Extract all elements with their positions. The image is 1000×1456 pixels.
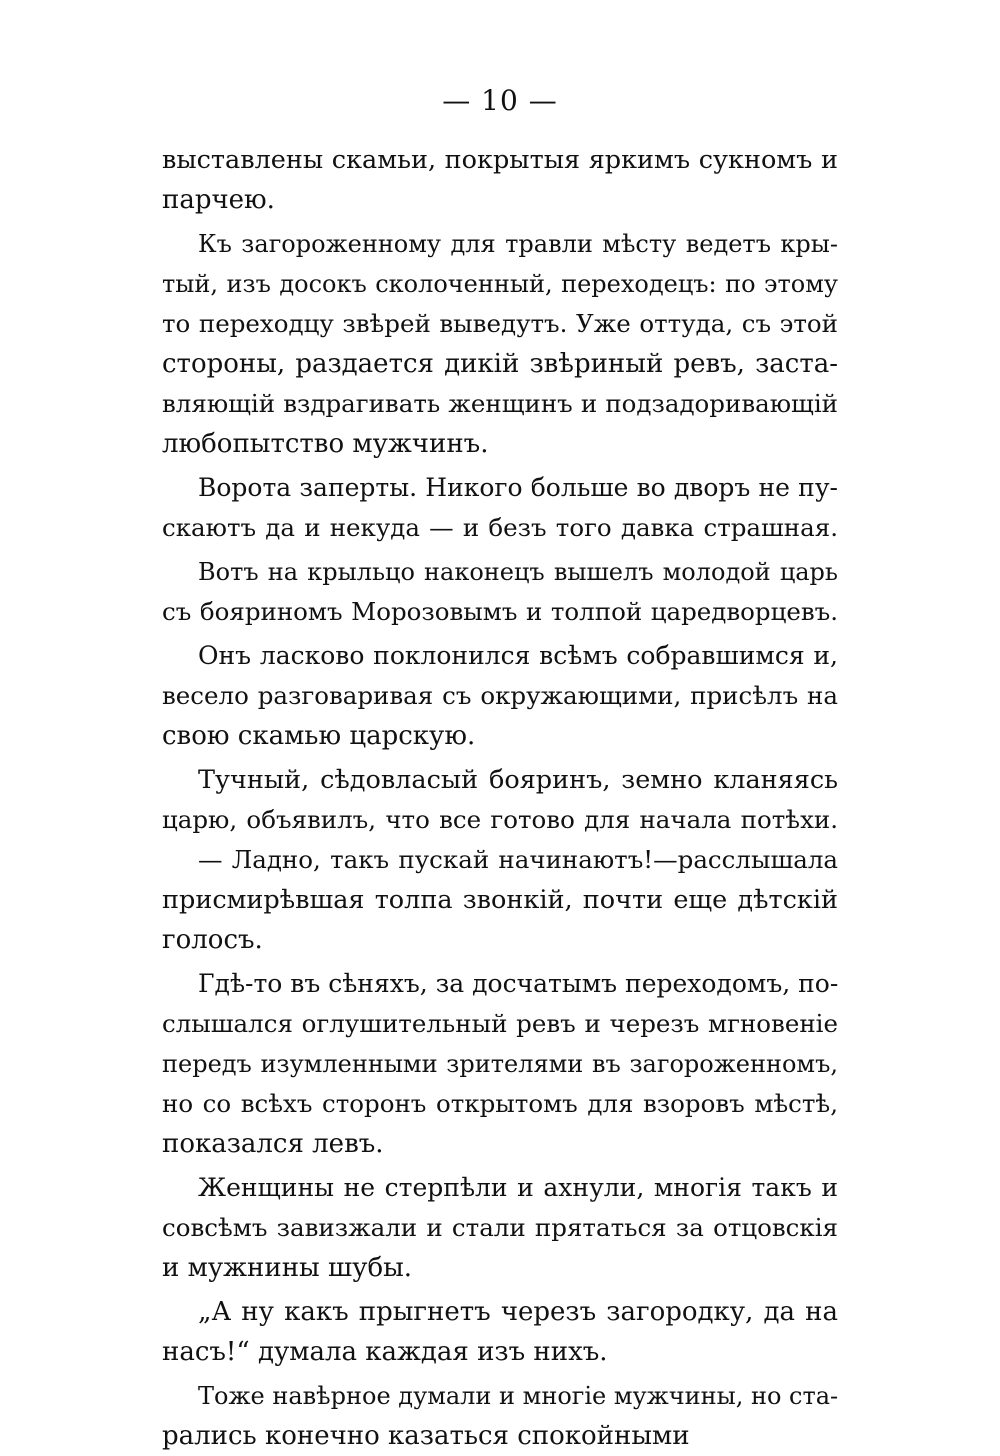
page-number: — 10 — (442, 84, 558, 117)
text-line: передъ изумленными зрителями въ загороженномъ, (162, 1050, 838, 1078)
text-line: выставлены скамьи, покрытыя яркимъ сукномъ и (162, 145, 838, 175)
text-line: Вотъ на крыльцо наконецъ вышелъ молодой царь (198, 558, 838, 586)
text-line: свою скамью царскую. (162, 721, 476, 751)
text-line: то переходцу звѣрей выведутъ. Уже оттуда, съ этой (162, 309, 838, 338)
text-line: „А ну какъ прыгнетъ черезъ загородку, да на (198, 1297, 838, 1327)
text-line: Женщины не стерпѣли и ахнули, многія такъ и (198, 1173, 838, 1202)
text-line: и мужнины шубы. (162, 1253, 413, 1283)
text-line: слышался оглушительный ревъ и черезъ мгновеніе (162, 1009, 838, 1038)
text-line: Къ загороженному для травли мѣсту ведетъ кры- (198, 230, 838, 258)
text-line: вляющій вздрагивать женщинъ и подзадоривающій (162, 389, 838, 418)
text-line: любопытство мужчинъ. (162, 429, 489, 459)
text-line: Тоже навѣрное думали и многіе мужчины, но ста- (198, 1382, 838, 1410)
text-line: показался левъ. (162, 1129, 384, 1159)
text-line: царю, объявилъ, что все готово для начала потѣхи. (162, 805, 838, 834)
text-line: Тучный, сѣдовласый бояринъ, земно кланяясь (198, 765, 838, 795)
text-line: Гдѣ-то въ сѣняхъ, за досчатымъ переходомъ, по- (198, 969, 838, 998)
text-line: — Ладно, такъ пускай начинаютъ!—расслышала (198, 845, 838, 874)
text-line: тый, изъ досокъ сколоченный, переходецъ: по этому (162, 270, 838, 298)
text-line: парчею. (162, 185, 275, 215)
text-line: голосъ. (162, 925, 263, 955)
text-line: совсѣмъ завизжали и стали прятаться за отцовскія (162, 1213, 838, 1242)
text-line: рались конечно казаться спокойными (162, 1421, 690, 1451)
text-line: но со всѣхъ сторонъ открытомъ для взоровъ мѣстѣ, (162, 1089, 838, 1118)
page-text (162, 140, 838, 1456)
text-line: съ бояриномъ Морозовымъ и толпой царедворцевъ. (162, 597, 838, 626)
text-line: стороны, раздается дикій звѣриный ревъ, заста- (162, 349, 838, 379)
text-line: присмирѣвшая толпа звонкій, почти еще дѣтскій (162, 885, 838, 915)
text-line: скаютъ да и некуда — и безъ того давка страшная. (162, 513, 838, 542)
text-line: весело разговаривая съ окружающими, присѣлъ на (162, 681, 838, 710)
text-line: насъ!“ думала каждая изъ нихъ. (162, 1337, 608, 1367)
text-line: Онъ ласково поклонился всѣмъ собравшимся и, (198, 641, 838, 670)
text-line: Ворота заперты. Никого больше во дворъ не пу- (198, 473, 838, 502)
